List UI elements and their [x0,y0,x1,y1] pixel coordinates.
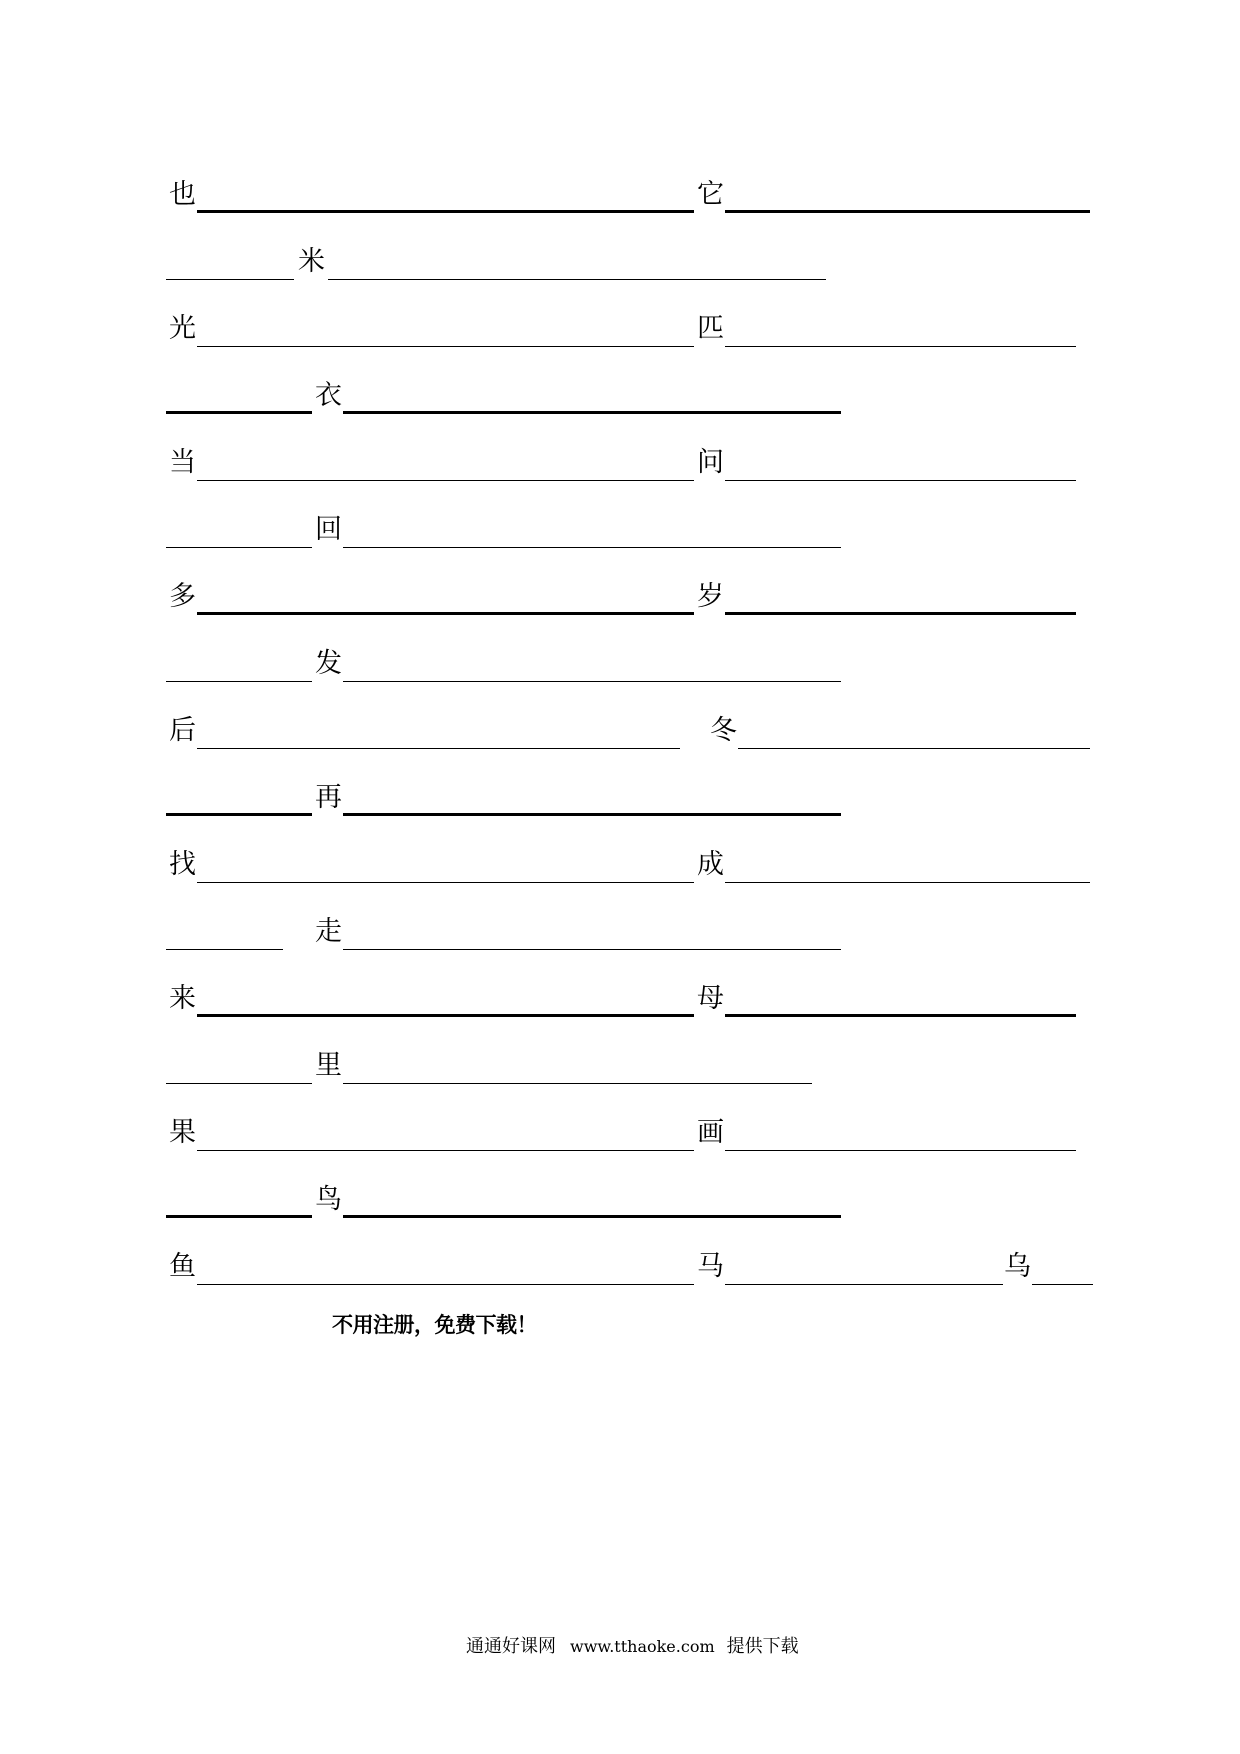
answer-blank [725,210,1090,213]
worksheet-row [0,1050,1240,1084]
footer-url: www.tthaoke.com [570,1637,715,1656]
worksheet-row [0,179,1240,213]
answer-blank [197,748,680,749]
footer-site-name: 通通好课网 [466,1636,556,1657]
prompt-character: 马 [697,1251,724,1282]
worksheet-row [0,1251,1240,1285]
answer-blank [725,480,1076,481]
worksheet-row [0,514,1240,548]
prompt-character: 鱼 [169,1251,196,1282]
answer-blank [725,1284,1003,1285]
answer-blank [166,279,294,280]
worksheet-row [0,849,1240,883]
answer-blank [197,210,694,213]
answer-blank [166,1083,312,1084]
prompt-character: 鸟 [315,1184,342,1215]
answer-blank [725,882,1090,883]
worksheet-row [0,1184,1240,1218]
answer-blank [328,279,826,280]
worksheet-row [0,715,1240,749]
prompt-character: 冬 [710,715,737,746]
answer-blank [197,882,694,883]
prompt-character: 找 [169,849,196,880]
answer-blank [738,748,1090,749]
answer-blank [725,612,1076,615]
worksheet-row [0,581,1240,615]
answer-blank [197,346,694,347]
prompt-character: 岁 [697,581,724,612]
prompt-character: 母 [697,983,724,1014]
answer-blank [197,1014,694,1017]
prompt-character: 里 [315,1050,342,1081]
footer-suffix: 提供下载 [726,1636,799,1657]
answer-blank [343,681,841,682]
worksheet-row [0,1117,1240,1151]
answer-blank [197,1284,694,1285]
prompt-character: 它 [697,179,724,210]
worksheet-row [0,313,1240,347]
prompt-character: 画 [697,1117,724,1148]
prompt-character: 后 [169,715,196,746]
answer-blank [166,411,312,414]
prompt-character: 走 [315,916,342,947]
answer-blank [166,1215,312,1218]
prompt-character: 果 [169,1117,196,1148]
prompt-character: 当 [169,447,196,478]
prompt-character: 来 [169,983,196,1014]
prompt-character: 多 [169,581,196,612]
answer-blank [725,346,1076,347]
answer-blank [166,949,283,950]
answer-blank [343,411,841,414]
prompt-character: 米 [298,246,325,277]
worksheet-row [0,380,1240,414]
answer-blank [197,612,694,615]
worksheet-row [0,246,1240,280]
answer-blank [1032,1284,1093,1285]
prompt-character: 发 [315,648,342,679]
worksheet-row [0,983,1240,1017]
answer-blank [343,1083,812,1084]
answer-blank [166,681,312,682]
prompt-character: 衣 [315,380,342,411]
answer-blank [166,813,312,816]
answer-blank [197,480,694,481]
worksheet-row [0,916,1240,950]
page-footer [466,1636,799,1658]
worksheet-row [0,648,1240,682]
answer-blank [343,1215,841,1218]
prompt-character: 乌 [1004,1251,1031,1282]
prompt-character: 问 [697,447,724,478]
answer-blank [725,1150,1076,1151]
answer-blank [343,547,841,548]
prompt-character: 再 [315,782,342,813]
prompt-character: 匹 [697,313,724,344]
answer-blank [343,949,841,950]
worksheet-row [0,447,1240,481]
answer-blank [725,1014,1076,1017]
worksheet-row [0,782,1240,816]
free-download-notice: 不用注册，免费下载！ [332,1313,537,1337]
answer-blank [197,1150,694,1151]
prompt-character: 成 [697,849,724,880]
prompt-character: 也 [169,179,196,210]
answer-blank [166,547,312,548]
answer-blank [343,813,841,816]
prompt-character: 回 [315,514,342,545]
prompt-character: 光 [169,313,196,344]
